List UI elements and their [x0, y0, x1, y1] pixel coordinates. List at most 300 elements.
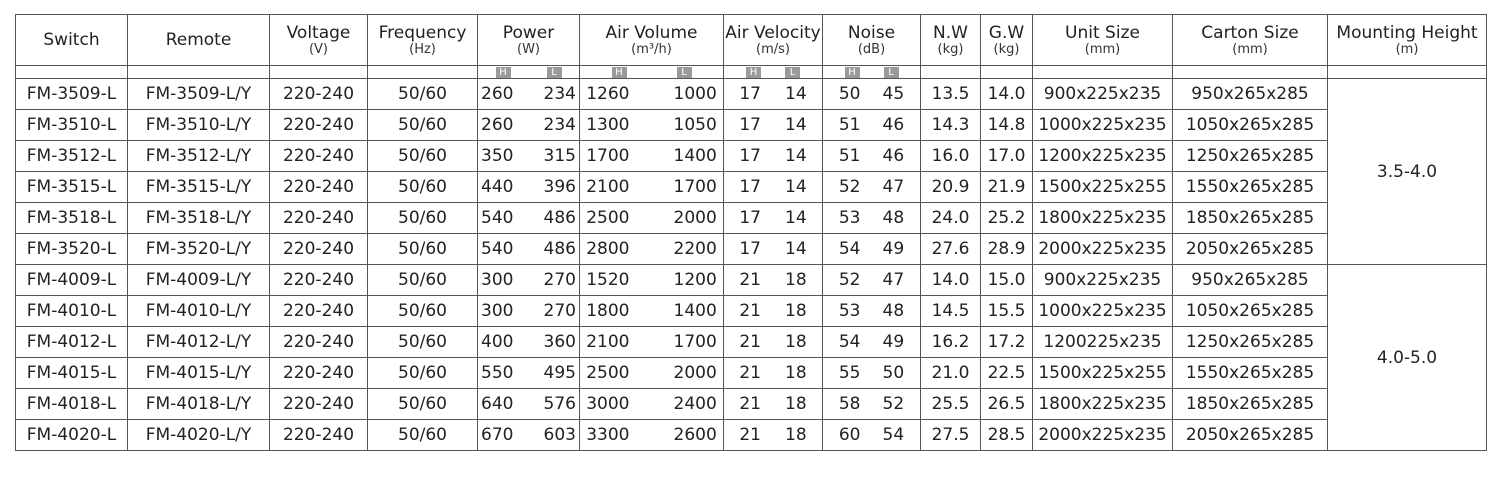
header-gw-name: G.W [988, 23, 1025, 43]
unit-size-cell: 900x225x235 [1033, 79, 1173, 110]
header-unit-size [1033, 15, 1173, 66]
switch-model-cell: FM-4018-L [16, 389, 128, 420]
table-row [16, 141, 1487, 172]
remote-model-cell: FM-4010-L/Y [128, 296, 270, 327]
header-power-name: Power [502, 23, 555, 43]
header-row [16, 15, 1487, 66]
air-velocity-cell [724, 172, 823, 203]
header-mounting-height-name: Mounting Height [1336, 23, 1478, 43]
unit-size-cell: 900x225x235 [1033, 265, 1173, 296]
noise-cell [823, 389, 921, 420]
header-carton-size-unit: (mm) [1232, 42, 1268, 57]
table-row [16, 420, 1487, 451]
noise-cell-high: 52 [838, 177, 861, 197]
air-volume-cell [580, 358, 724, 389]
hl-blank [368, 66, 478, 79]
table-row [16, 296, 1487, 327]
power-cell-high: 300 [481, 301, 514, 321]
carton-size-cell: 1050x265x285 [1173, 296, 1328, 327]
power-cell-high: 400 [481, 332, 514, 352]
noise-cell-low: 45 [882, 84, 905, 104]
mounting-height-cell: 4.0-5.0 [1328, 265, 1487, 451]
remote-model-cell: FM-3518-L/Y [128, 203, 270, 234]
air-volume-cell [580, 389, 724, 420]
unit-size-cell: 1200x225x235 [1033, 141, 1173, 172]
unit-size-cell: 1800x225x235 [1033, 389, 1173, 420]
header-unit-size-unit: (mm) [1084, 42, 1121, 57]
gross-weight-cell: 14.0 [981, 79, 1033, 110]
air-velocity-cell-high: 21 [739, 394, 761, 414]
hl-blank [1328, 66, 1487, 79]
gross-weight-cell: 28.9 [981, 234, 1033, 265]
switch-model-cell: FM-3510-L [16, 110, 128, 141]
unit-size-cell: 1500x225x255 [1033, 358, 1173, 389]
header-voltage-name: Voltage [286, 23, 351, 43]
header-air-velocity [724, 15, 823, 66]
header-frequency [368, 15, 478, 66]
air-volume-cell-low: 1200 [673, 270, 717, 290]
remote-model-cell: FM-4018-L/Y [128, 389, 270, 420]
noise-cell [823, 358, 921, 389]
header-mounting-height [1328, 15, 1487, 66]
air-volume-cell-low: 2000 [673, 363, 717, 383]
power-cell [478, 327, 580, 358]
air-velocity-cell [724, 79, 823, 110]
noise-cell-high: 51 [838, 115, 861, 135]
air-velocity-cell-high: 17 [739, 239, 761, 259]
noise-cell-low: 48 [882, 301, 905, 321]
air-volume-cell-low: 2000 [673, 208, 717, 228]
low-tag: L [547, 67, 562, 78]
air-volume-cell-high: 3300 [586, 425, 630, 445]
mounting-height-cell: 3.5-4.0 [1328, 79, 1487, 265]
noise-cell [823, 110, 921, 141]
noise-cell [823, 172, 921, 203]
switch-model-cell: FM-3509-L [16, 79, 128, 110]
unit-size-cell: 1000x225x235 [1033, 296, 1173, 327]
power-cell [478, 389, 580, 420]
carton-size-cell: 2050x265x285 [1173, 420, 1328, 451]
frequency-cell: 50/60 [368, 141, 478, 172]
frequency-cell: 50/60 [368, 234, 478, 265]
air-volume-cell [580, 420, 724, 451]
power-cell-high: 540 [481, 208, 514, 228]
air-volume-cell-low: 1050 [673, 115, 717, 135]
unit-size-cell: 2000x225x235 [1033, 420, 1173, 451]
power-cell-high: 550 [481, 363, 514, 383]
header-power [478, 15, 580, 66]
table-row [16, 265, 1487, 296]
net-weight-cell: 14.0 [921, 265, 981, 296]
unit-size-cell: 1000x225x235 [1033, 110, 1173, 141]
unit-size-cell: 1800x225x235 [1033, 203, 1173, 234]
power-cell-high: 440 [481, 177, 514, 197]
remote-model-cell: FM-4015-L/Y [128, 358, 270, 389]
air-volume-cell-high: 2500 [586, 208, 630, 228]
switch-model-cell: FM-3515-L [16, 172, 128, 203]
noise-cell [823, 265, 921, 296]
remote-model-cell: FM-4009-L/Y [128, 265, 270, 296]
table-body [16, 79, 1487, 451]
table-row [16, 327, 1487, 358]
noise-cell-high: 52 [838, 270, 861, 290]
carton-size-cell: 1550x265x285 [1173, 358, 1328, 389]
hl-blank [1173, 66, 1328, 79]
air-volume-cell [580, 110, 724, 141]
switch-model-cell: FM-4010-L [16, 296, 128, 327]
noise-cell [823, 79, 921, 110]
power-cell-low: 576 [543, 394, 576, 414]
carton-size-cell: 1250x265x285 [1173, 327, 1328, 358]
power-cell-low: 270 [543, 270, 576, 290]
unit-size-cell: 1200225x235 [1033, 327, 1173, 358]
high-tag: H [612, 67, 627, 78]
noise-cell [823, 234, 921, 265]
header-air-volume-name: Air Volume [605, 23, 698, 43]
table-row [16, 110, 1487, 141]
frequency-cell: 50/60 [368, 265, 478, 296]
air-volume-cell-high: 1520 [586, 270, 630, 290]
air-velocity-cell-low: 18 [785, 332, 807, 352]
voltage-cell: 220-240 [270, 79, 368, 110]
air-velocity-cell [724, 327, 823, 358]
air-velocity-cell-high: 17 [739, 208, 761, 228]
hl-blank [270, 66, 368, 79]
header-gw [981, 15, 1033, 66]
voltage-cell: 220-240 [270, 265, 368, 296]
voltage-cell: 220-240 [270, 296, 368, 327]
table-row [16, 203, 1487, 234]
header-nw-unit: (kg) [937, 42, 964, 57]
noise-cell-high: 50 [838, 84, 861, 104]
noise-cell-low: 49 [882, 239, 905, 259]
power-cell [478, 203, 580, 234]
power-cell [478, 172, 580, 203]
air-volume-cell-low: 1700 [673, 332, 717, 352]
air-velocity-cell [724, 110, 823, 141]
noise-cell-high: 54 [838, 239, 861, 259]
air-velocity-cell-low: 18 [785, 270, 807, 290]
hl-blank [128, 66, 270, 79]
air-volume-cell-high: 1700 [586, 146, 630, 166]
air-volume-cell [580, 265, 724, 296]
noise-cell-low: 49 [882, 332, 905, 352]
noise-cell-low: 50 [882, 363, 905, 383]
remote-model-cell: FM-3509-L/Y [128, 79, 270, 110]
low-tag: L [785, 67, 800, 78]
hl-air-velocity [724, 66, 823, 79]
header-power-unit: (W) [517, 42, 540, 57]
noise-cell-low: 52 [882, 394, 905, 414]
remote-model-cell: FM-3510-L/Y [128, 110, 270, 141]
power-cell-low: 396 [543, 177, 576, 197]
frequency-cell: 50/60 [368, 420, 478, 451]
power-cell [478, 296, 580, 327]
header-carton-size [1173, 15, 1328, 66]
air-velocity-cell-high: 17 [739, 115, 761, 135]
header-voltage-unit: (V) [308, 42, 329, 57]
voltage-cell: 220-240 [270, 110, 368, 141]
air-volume-cell-low: 2400 [673, 394, 717, 414]
gross-weight-cell: 26.5 [981, 389, 1033, 420]
noise-cell-high: 53 [838, 301, 861, 321]
noise-cell-low: 46 [882, 146, 905, 166]
switch-model-cell: FM-4012-L [16, 327, 128, 358]
header-air-volume-unit: (m³/h) [631, 42, 672, 57]
unit-size-cell: 2000x225x235 [1033, 234, 1173, 265]
noise-cell-low: 47 [882, 270, 905, 290]
air-velocity-cell [724, 358, 823, 389]
net-weight-cell: 16.2 [921, 327, 981, 358]
switch-model-cell: FM-3520-L [16, 234, 128, 265]
power-cell-high: 350 [481, 146, 514, 166]
voltage-cell: 220-240 [270, 203, 368, 234]
high-low-row [16, 66, 1487, 79]
remote-model-cell: FM-3520-L/Y [128, 234, 270, 265]
net-weight-cell: 24.0 [921, 203, 981, 234]
air-volume-cell-high: 2800 [586, 239, 630, 259]
high-tag: H [496, 67, 511, 78]
frequency-cell: 50/60 [368, 110, 478, 141]
header-frequency-unit: (Hz) [409, 42, 436, 57]
gross-weight-cell: 21.9 [981, 172, 1033, 203]
header-switch: Switch [16, 15, 128, 66]
air-volume-cell-high: 1300 [586, 115, 630, 135]
net-weight-cell: 21.0 [921, 358, 981, 389]
table-row [16, 79, 1487, 110]
header-gw-unit: (kg) [993, 42, 1020, 57]
noise-cell-low: 48 [882, 208, 905, 228]
table-row [16, 172, 1487, 203]
power-cell-high: 670 [481, 425, 514, 445]
air-volume-cell [580, 234, 724, 265]
air-velocity-cell-low: 18 [785, 394, 807, 414]
power-cell [478, 110, 580, 141]
air-volume-cell-high: 1260 [586, 84, 630, 104]
header-noise-name: Noise [847, 23, 896, 43]
air-velocity-cell-high: 17 [739, 84, 761, 104]
noise-cell [823, 203, 921, 234]
gross-weight-cell: 17.2 [981, 327, 1033, 358]
air-velocity-cell-low: 14 [785, 177, 807, 197]
power-cell-high: 640 [481, 394, 514, 414]
air-velocity-cell-high: 21 [739, 270, 761, 290]
switch-model-cell: FM-3512-L [16, 141, 128, 172]
switch-model-cell: FM-4020-L [16, 420, 128, 451]
frequency-cell: 50/60 [368, 327, 478, 358]
net-weight-cell: 13.5 [921, 79, 981, 110]
hl-blank [1033, 66, 1173, 79]
net-weight-cell: 14.5 [921, 296, 981, 327]
gross-weight-cell: 15.0 [981, 265, 1033, 296]
frequency-cell: 50/60 [368, 79, 478, 110]
power-cell-low: 486 [543, 239, 576, 259]
hl-air-volume [580, 66, 724, 79]
high-tag: H [746, 67, 761, 78]
table-row [16, 358, 1487, 389]
gross-weight-cell: 17.0 [981, 141, 1033, 172]
carton-size-cell: 1050x265x285 [1173, 110, 1328, 141]
hl-power [478, 66, 580, 79]
air-volume-cell-high: 3000 [586, 394, 630, 414]
noise-cell-high: 60 [838, 425, 861, 445]
noise-cell-high: 58 [838, 394, 861, 414]
air-velocity-cell-low: 18 [785, 363, 807, 383]
table-row [16, 234, 1487, 265]
spec-table [15, 14, 1487, 451]
low-tag: L [884, 67, 899, 78]
hl-noise [823, 66, 921, 79]
air-volume-cell [580, 203, 724, 234]
air-velocity-cell-high: 21 [739, 301, 761, 321]
switch-model-cell: FM-4009-L [16, 265, 128, 296]
air-velocity-cell [724, 389, 823, 420]
header-frequency-name: Frequency [378, 23, 467, 43]
power-cell-low: 270 [543, 301, 576, 321]
power-cell [478, 358, 580, 389]
gross-weight-cell: 15.5 [981, 296, 1033, 327]
gross-weight-cell: 14.8 [981, 110, 1033, 141]
power-cell-low: 234 [543, 115, 576, 135]
header-nw-name: N.W [933, 23, 968, 43]
header-noise [823, 15, 921, 66]
noise-cell [823, 327, 921, 358]
power-cell [478, 141, 580, 172]
power-cell [478, 265, 580, 296]
net-weight-cell: 27.6 [921, 234, 981, 265]
power-cell-high: 260 [481, 84, 514, 104]
header-noise-unit: (dB) [857, 42, 886, 57]
air-velocity-cell [724, 203, 823, 234]
air-velocity-cell-low: 18 [785, 301, 807, 321]
high-tag: H [845, 67, 860, 78]
header-nw [921, 15, 981, 66]
carton-size-cell: 1550x265x285 [1173, 172, 1328, 203]
low-tag: L [677, 67, 692, 78]
net-weight-cell: 25.5 [921, 389, 981, 420]
air-velocity-cell-low: 14 [785, 239, 807, 259]
air-volume-cell-high: 1800 [586, 301, 630, 321]
net-weight-cell: 14.3 [921, 110, 981, 141]
noise-cell-high: 54 [838, 332, 861, 352]
carton-size-cell: 950x265x285 [1173, 79, 1328, 110]
air-volume-cell [580, 79, 724, 110]
net-weight-cell: 27.5 [921, 420, 981, 451]
power-cell [478, 420, 580, 451]
voltage-cell: 220-240 [270, 420, 368, 451]
power-cell-low: 603 [543, 425, 576, 445]
carton-size-cell: 1250x265x285 [1173, 141, 1328, 172]
carton-size-cell: 1850x265x285 [1173, 203, 1328, 234]
voltage-cell: 220-240 [270, 327, 368, 358]
frequency-cell: 50/60 [368, 296, 478, 327]
noise-cell [823, 296, 921, 327]
switch-model-cell: FM-4015-L [16, 358, 128, 389]
switch-model-cell: FM-3518-L [16, 203, 128, 234]
power-cell-high: 260 [481, 115, 514, 135]
air-velocity-cell [724, 420, 823, 451]
voltage-cell: 220-240 [270, 172, 368, 203]
remote-model-cell: FM-3515-L/Y [128, 172, 270, 203]
air-velocity-cell [724, 265, 823, 296]
header-air-velocity-name: Air Velocity [725, 23, 821, 43]
voltage-cell: 220-240 [270, 358, 368, 389]
air-volume-cell-low: 1000 [673, 84, 717, 104]
net-weight-cell: 16.0 [921, 141, 981, 172]
power-cell [478, 79, 580, 110]
remote-model-cell: FM-4020-L/Y [128, 420, 270, 451]
air-volume-cell [580, 141, 724, 172]
remote-model-cell: FM-3512-L/Y [128, 141, 270, 172]
power-cell-low: 486 [543, 208, 576, 228]
voltage-cell: 220-240 [270, 141, 368, 172]
header-remote: Remote [128, 15, 270, 66]
frequency-cell: 50/60 [368, 358, 478, 389]
air-velocity-cell [724, 141, 823, 172]
noise-cell-high: 53 [838, 208, 861, 228]
air-volume-cell-low: 1700 [673, 177, 717, 197]
header-air-velocity-unit: (m/s) [756, 42, 790, 57]
noise-cell-high: 51 [838, 146, 861, 166]
header-air-volume [580, 15, 724, 66]
noise-cell [823, 420, 921, 451]
hl-blank [921, 66, 981, 79]
power-cell [478, 234, 580, 265]
frequency-cell: 50/60 [368, 389, 478, 420]
noise-cell-high: 55 [838, 363, 861, 383]
voltage-cell: 220-240 [270, 234, 368, 265]
noise-cell-low: 47 [882, 177, 905, 197]
carton-size-cell: 1850x265x285 [1173, 389, 1328, 420]
hl-blank [981, 66, 1033, 79]
power-cell-low: 360 [543, 332, 576, 352]
power-cell-low: 495 [543, 363, 576, 383]
hl-blank [16, 66, 128, 79]
air-velocity-cell-high: 17 [739, 177, 761, 197]
air-volume-cell [580, 296, 724, 327]
voltage-cell: 220-240 [270, 389, 368, 420]
air-volume-cell-low: 1400 [673, 301, 717, 321]
header-voltage [270, 15, 368, 66]
power-cell-low: 234 [543, 84, 576, 104]
header-unit-size-name: Unit Size [1065, 23, 1140, 43]
gross-weight-cell: 28.5 [981, 420, 1033, 451]
unit-size-cell: 1500x225x255 [1033, 172, 1173, 203]
air-velocity-cell-low: 18 [785, 425, 807, 445]
air-volume-cell [580, 327, 724, 358]
header-mounting-height-unit: (m) [1395, 42, 1419, 57]
gross-weight-cell: 25.2 [981, 203, 1033, 234]
air-velocity-cell-low: 14 [785, 146, 807, 166]
noise-cell-low: 54 [882, 425, 905, 445]
carton-size-cell: 950x265x285 [1173, 265, 1328, 296]
air-volume-cell-high: 2100 [586, 332, 630, 352]
air-volume-cell-low: 1400 [673, 146, 717, 166]
power-cell-high: 300 [481, 270, 514, 290]
air-volume-cell-high: 2100 [586, 177, 630, 197]
air-volume-cell-low: 2200 [673, 239, 717, 259]
air-volume-cell [580, 172, 724, 203]
table-row [16, 389, 1487, 420]
gross-weight-cell: 22.5 [981, 358, 1033, 389]
frequency-cell: 50/60 [368, 172, 478, 203]
noise-cell-low: 46 [882, 115, 905, 135]
air-velocity-cell-high: 17 [739, 146, 761, 166]
air-velocity-cell-high: 21 [739, 332, 761, 352]
carton-size-cell: 2050x265x285 [1173, 234, 1328, 265]
air-velocity-cell-low: 14 [785, 84, 807, 104]
noise-cell [823, 141, 921, 172]
